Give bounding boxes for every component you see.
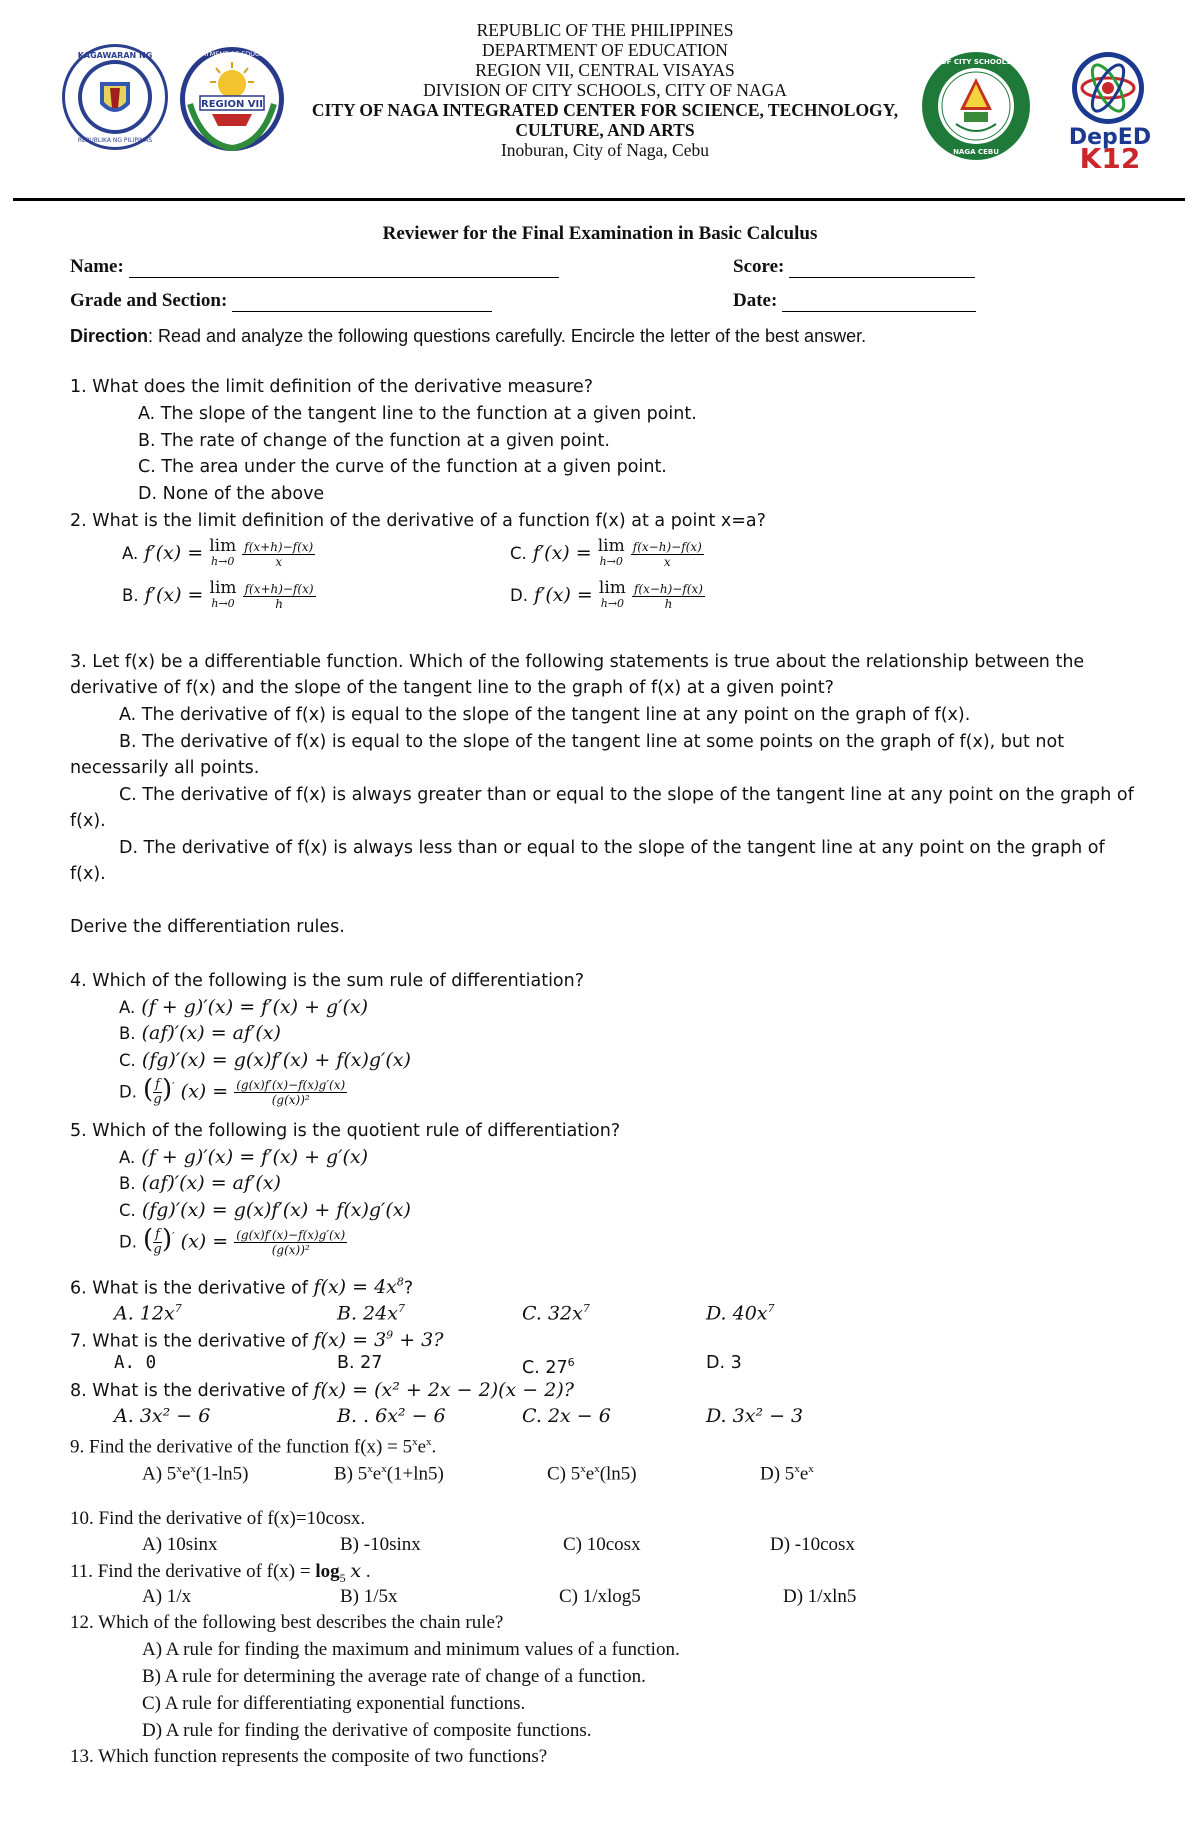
grade-section-blank[interactable] [232,293,492,312]
q11-base: 5 [339,1570,346,1585]
denominator: (g(x))² [271,1242,310,1257]
q7-option-d[interactable]: D. 3 [706,1353,742,1373]
section-heading: Derive the differentiation rules. [70,917,345,937]
f-over-g [153,1228,162,1257]
q7-c-exp: 6 [567,1356,575,1369]
q5-stem: 5. Which of the following is the quotient rule of differentiation? [70,1121,621,1141]
name-blank[interactable] [129,259,559,278]
q11-stem [70,1558,371,1591]
numerator: f(x+h)−f(x) [244,539,314,554]
q5-option-d[interactable] [119,1224,347,1257]
q3-stem-line-2: derivative of f(x) and the slope of the tangent line to the graph of f(x) at a given point? [70,678,834,698]
q10-option-d[interactable]: D) -10cosx [770,1534,855,1555]
q6-end: ? [403,1278,414,1299]
letterhead-text [285,20,925,160]
q11-log: log [315,1561,340,1582]
numerator: f(x+h)−f(x) [244,581,314,596]
q12-stem: 12. Which of the following best describes the chain rule? [70,1612,504,1633]
q6-c-text: C. 32x [522,1302,583,1325]
q9-sup-1: x [412,1436,418,1448]
q11-end: . [361,1561,371,1582]
q2-option-a[interactable] [122,538,315,570]
q6-d-text: D. 40x [706,1302,768,1325]
prime: ′ [172,1080,175,1093]
q4-a-formula: (f + g)′(x) = f′(x) + g′(x) [141,996,369,1018]
q2-b-lim [210,580,237,612]
q2-a-lhs: f′(x) = [144,542,204,564]
score-field[interactable] [733,256,975,278]
q9-a-rest: (1-ln5) [195,1463,249,1485]
date-blank[interactable] [782,293,976,312]
deped-k12-logo [1048,48,1178,168]
q7-exponent: 9 [386,1329,394,1342]
q9-b-rest: (1+ln5) [386,1463,444,1485]
q2-a-fraction [242,540,315,569]
header-divider [13,198,1185,201]
q2-c-lhs: f′(x) = [532,542,592,564]
direction-label: Direction [70,326,149,346]
q5-d-fraction [234,1228,347,1257]
score-blank[interactable] [789,259,975,278]
name-field[interactable] [70,256,559,278]
q7-func-text: f(x) = 3 [313,1329,387,1352]
q2-stem: 2. What is the limit definition of the derivative of a function f(x) at a point x=a? [70,511,766,531]
q1-stem: 1. What does the limit definition of the derivative measure? [70,377,594,397]
x-equals: (x) = [180,1230,229,1253]
letterhead [0,0,1200,200]
f: f [155,1076,160,1092]
paren-open: ( [143,1224,154,1255]
q3-option-b-line-2[interactable]: necessarily all points. [70,758,260,778]
q9-b-text: B) 5 [334,1463,368,1485]
prime: ′ [172,1230,175,1243]
denominator: x [275,554,283,569]
q9-a-text: A) 5 [142,1463,177,1485]
q1-option-a[interactable]: A. The slope of the tangent line to the function at a given point. [138,404,697,424]
lim-sub: h→0 [599,555,623,568]
q7-end: + 3? [393,1329,444,1352]
numerator: (g(x)f′(x)−f(x)g′(x) [236,1077,346,1092]
q11-option-c[interactable]: C) 1/xlog5 [559,1586,641,1607]
q1-option-c[interactable]: C. The area under the curve of the function at a given point. [138,457,667,477]
q12-option-a[interactable]: A) A rule for finding the maximum and minimum values of a function. [142,1639,680,1660]
x-sup: x [176,1463,182,1475]
x-sup: x [580,1463,586,1475]
q9-option-d[interactable] [760,1456,814,1487]
q7-option-b[interactable]: B. 27 [337,1353,383,1373]
q5-b-formula: (af)′(x) = af′(x) [141,1172,281,1194]
q2-option-d[interactable] [510,580,705,612]
svg-text:K12: K12 [1079,142,1141,168]
q2-b-fraction [243,582,316,611]
q2-option-c[interactable] [510,538,704,570]
numerator: f(x−h)−f(x) [632,539,702,554]
q4-option-b[interactable] [119,1020,281,1047]
q9-sup-2: x [426,1436,432,1448]
q9-e: e [417,1436,427,1458]
x-sup: x [367,1463,373,1475]
q5-c-letter: C. [119,1201,136,1220]
grade-section-field[interactable] [70,290,492,312]
q9-end: . [431,1436,437,1458]
q9-option-b[interactable] [334,1456,444,1487]
q2-d-fraction [632,582,705,611]
lim-word: lim [209,536,237,556]
q2-c-letter: C. [510,544,527,563]
lim-sub: h→0 [211,555,235,568]
q6-d-exp: 7 [767,1302,775,1315]
q8-option-a[interactable]: A. 3x² − 6 [114,1405,211,1427]
denominator: h [664,596,673,611]
q10-option-c[interactable]: C) 10cosx [563,1534,641,1555]
q11-option-b[interactable]: B) 1/5x [340,1586,398,1607]
q9-option-a[interactable] [142,1456,249,1487]
q5-b-letter: B. [119,1174,136,1193]
q3-stem-line-1: 3. Let f(x) be a differentiable function. Which of the following statements is true about the relationship between the [70,652,1085,672]
q4-c-formula: (fg)′(x) = g(x)f′(x) + f(x)g′(x) [141,1049,411,1071]
q2-b-letter: B. [122,586,139,605]
q7-option-a[interactable]: A. 0 [114,1353,157,1373]
q6-exponent: 8 [396,1276,404,1289]
q4-b-formula: (af)′(x) = af′(x) [141,1022,281,1044]
x-sup: x [794,1463,800,1475]
q5-option-a[interactable] [119,1144,368,1171]
direction-text: : Read and analyze the following questions carefully. Encircle the letter of the best answer. [148,326,867,346]
q2-a-lim [209,538,236,570]
q12-option-b[interactable]: B) A rule for determining the average rate of change of a function. [142,1666,646,1687]
lim-word: lim [597,536,625,556]
q5-option-b[interactable] [119,1170,281,1197]
paren-close: ) [161,1074,173,1105]
q1-option-b[interactable]: B. The rate of change of the function at a given point. [138,431,610,451]
q8-stem [70,1377,574,1404]
q4-c-letter: C. [119,1051,136,1070]
lim-word: lim [598,578,626,598]
q6-a-text: A. 12x [114,1302,175,1325]
q2-d-lim [599,580,626,612]
q2-d-letter: D. [510,586,528,605]
q2-c-lim [598,538,625,570]
header-line-6: CULTURE, AND ARTS [515,120,695,140]
svg-text:DEPARTMENT OF EDUCATION: DEPARTMENT OF EDUCATION [184,50,280,58]
lim-sub: h→0 [600,597,625,610]
q5-a-letter: A. [119,1148,136,1167]
denominator: h [275,596,283,611]
svg-text:REGION VII: REGION VII [201,99,263,110]
score-label: Score: [733,256,785,277]
q6-b-exp: 7 [397,1302,405,1315]
q9-c-text: C) 5 [547,1463,581,1485]
f-over-g [153,1078,162,1107]
grade-section-label: Grade and Section: [70,290,228,311]
q5-a-formula: (f + g)′(x) = f′(x) + g′(x) [141,1146,369,1168]
svg-text:REPUBLIKA NG PILIPINAS: REPUBLIKA NG PILIPINAS [77,137,153,144]
q4-d-fraction [234,1078,347,1107]
q4-option-a[interactable] [119,994,368,1021]
q4-option-c[interactable] [119,1047,411,1074]
svg-text:OF CITY SCHOOLS: OF CITY SCHOOLS [940,58,1012,66]
direction [70,323,866,349]
q6-option-b[interactable] [337,1296,405,1326]
name-label: Name: [70,256,124,277]
numerator: (g(x)f′(x)−f(x)g′(x) [236,1227,346,1242]
header-line-3: REGION VII, CENTRAL VISAYAS [475,60,735,80]
header-line-7: Inoburan, City of Naga, Cebu [500,140,709,160]
q6-stem-text: 6. What is the derivative of [70,1278,308,1299]
q6-a-exp: 7 [174,1302,182,1315]
q7-c-text: C. 27 [522,1357,568,1378]
header-line-1: REPUBLIC OF THE PHILIPPINES [476,20,734,40]
q7-stem-text: 7. What is the derivative of [70,1331,308,1352]
exam-title: Reviewer for the Final Examination in Basic Calculus [382,223,818,244]
date-label: Date: [733,290,778,311]
q3-option-c-line-1[interactable]: C. The derivative of f(x) is always greater than or equal to the slope of the tangent line at any point on the graph of [119,785,1134,805]
q5-c-formula: (fg)′(x) = g(x)f′(x) + f(x)g′(x) [141,1199,411,1221]
q8-option-d[interactable]: D. 3x² − 3 [706,1405,804,1427]
q2-a-letter: A. [122,544,139,563]
lim-sub: h→0 [211,597,235,610]
q8-stem-text: 8. What is the derivative of [70,1381,308,1401]
x-sup: x [594,1463,600,1475]
q3-option-a[interactable]: A. The derivative of f(x) is equal to the slope of the tangent line at any point on the graph of f(x). [119,705,971,725]
x-equals: (x) = [180,1080,229,1103]
q1-option-d[interactable]: D. None of the above [138,484,325,504]
q4-b-letter: B. [119,1024,136,1043]
svg-text:NAGA CEBU: NAGA CEBU [953,148,999,156]
q13-stem: 13. Which function represents the composite of two functions? [70,1746,548,1767]
denominator: x [663,554,671,569]
lim-word: lim [209,578,237,598]
q9-option-c[interactable] [547,1456,637,1487]
q8-function: f(x) = (x² + 2x − 2)(x − 2)? [313,1379,574,1401]
svg-text:KAGAWARAN NG: KAGAWARAN NG [77,51,153,60]
q12-option-d[interactable]: D) A rule for finding the derivative of composite functions. [142,1720,592,1741]
q11-var: x [350,1560,362,1582]
q11-option-d[interactable]: D) 1/xln5 [783,1586,857,1607]
denominator: (g(x))² [271,1092,310,1107]
division-seal-logo [920,50,1032,162]
q9-c-rest: (ln5) [599,1463,637,1485]
e: e [585,1463,595,1485]
q12-option-c[interactable]: C) A rule for differentiating exponential functions. [142,1693,526,1714]
q8-option-b[interactable]: B. . 6x² − 6 [337,1405,446,1427]
q4-option-d[interactable] [119,1074,347,1107]
q4-stem: 4. Which of the following is the sum rule of differentiation? [70,971,585,991]
q6-func-text: f(x) = 4x [313,1276,397,1299]
q8-option-c[interactable]: C. 2x − 6 [522,1405,611,1427]
svg-text:DepED: DepED [1068,125,1152,150]
g: g [153,1241,162,1257]
q6-option-c[interactable] [522,1296,590,1326]
q6-b-text: B. 24x [337,1302,398,1325]
q10-option-b[interactable]: B) -10sinx [340,1534,421,1555]
q11-stem-text: 11. Find the derivative of f(x) = [70,1561,311,1582]
q9-stem-text: 9. Find the derivative of the function f(x) = 5 [70,1436,413,1458]
q6-option-a[interactable] [114,1296,182,1326]
q6-option-d[interactable] [706,1296,775,1326]
e: e [799,1463,809,1485]
q6-c-exp: 7 [582,1302,590,1315]
f: f [155,1226,160,1242]
q2-c-fraction [631,540,704,569]
region-vii-logo [172,44,292,154]
q4-a-letter: A. [119,998,136,1017]
paren-open: ( [143,1074,154,1105]
q7-function [314,1329,444,1351]
x-sup: x [808,1463,814,1475]
header-line-4: DIVISION OF CITY SCHOOLS, CITY OF NAGA [423,80,787,100]
q3-option-d-line-2[interactable]: f(x). [70,864,106,884]
q3-option-b-line-1[interactable]: B. The derivative of f(x) is equal to the slope of the tangent line at some points on the graph of f(x), but not [119,732,1065,752]
q3-option-c-line-2[interactable]: f(x). [70,811,106,831]
q2-option-b[interactable] [122,580,316,612]
x-sup: x [381,1463,387,1475]
header-line-2: DEPARTMENT OF EDUCATION [482,40,728,60]
date-field[interactable] [733,290,976,312]
q2-d-lhs: f′(x) = [534,584,593,606]
g: g [153,1091,162,1107]
q11-option-a[interactable]: A) 1/x [142,1586,192,1607]
x-sup: x [190,1463,196,1475]
q3-option-d-line-1[interactable]: D. The derivative of f(x) is always less than or equal to the slope of the tangent line at any point on the graph of [119,838,1105,858]
e: e [372,1463,382,1485]
q10-option-a[interactable]: A) 10sinx [142,1534,218,1555]
paren-close: ) [161,1224,173,1255]
deped-seal-logo [60,42,170,152]
e: e [181,1463,191,1485]
q10-stem: 10. Find the derivative of f(x)=10cosx. [70,1508,366,1529]
q5-option-c[interactable] [119,1197,411,1224]
header-line-5: CITY OF NAGA INTEGRATED CENTER FOR SCIENCE, TECHNOLOGY, [311,100,899,120]
q5-d-letter: D. [119,1232,137,1252]
q9-d-text: D) 5 [760,1463,795,1485]
numerator: f(x−h)−f(x) [633,581,703,596]
q4-d-letter: D. [119,1082,137,1102]
q2-b-lhs: f′(x) = [144,584,204,606]
